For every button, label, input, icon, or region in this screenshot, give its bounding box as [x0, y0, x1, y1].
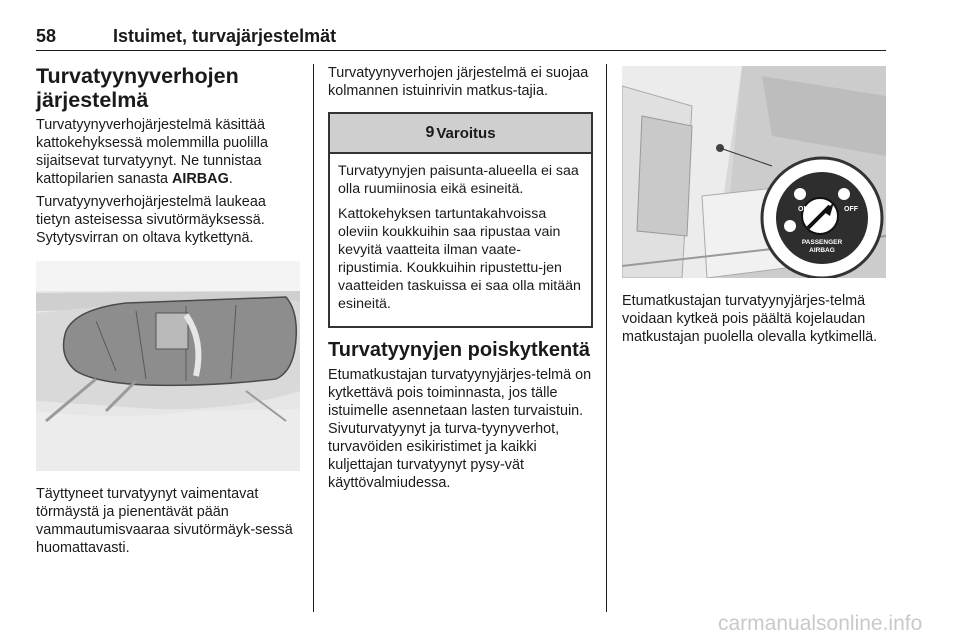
- airbag-label: AIRBAG: [172, 171, 229, 187]
- airbag-switch-illustration: [622, 66, 886, 278]
- figure-curtain-airbag: [36, 261, 300, 471]
- figure-airbag-switch: [622, 66, 886, 278]
- paragraph-third-row: Turvatyynyverhojen järjestelmä ei suojaa kolmannen istuinrivin matkus‐tajia.: [328, 65, 589, 99]
- column-divider-2: [606, 64, 607, 612]
- curtain-airbag-illustration: [36, 261, 300, 471]
- paragraph-curtain-deploy: Turvatyynyverhojärjestelmä laukeaa tietyn asteisessa sivutörmäyksessä. Sytytysvirran on oltava kytkettynä.: [36, 194, 266, 246]
- warning-paragraph-1: Turvatyynyjen paisunta-alueella ei saa olla ruumiinosia eikä esineitä.: [338, 163, 579, 197]
- warning-paragraph-2: Kattokehyksen tartuntakahvoissa oleviin koukkuihin saa ripustaa vain kevyitä vaatteita ilman vaate‐ripustimia. Koukkuihin ripustettu‐jen vaatteiden taskuissa ei saa olla mitään esineitä.: [338, 206, 581, 312]
- page-header: [36, 22, 886, 51]
- warning-box: [328, 112, 593, 328]
- warning-icon: 9: [425, 124, 435, 141]
- page-number: 58: [36, 26, 57, 46]
- column-3: [622, 64, 886, 351]
- section-heading-deactivation: Turvatyynyjen poiskytkentä: [328, 339, 590, 361]
- section-heading-curtain-airbags: Turvatyynyverhojen järjestelmä: [36, 64, 239, 112]
- paragraph-end: .: [228, 171, 233, 187]
- watermark-text: carmanualsonline.info: [718, 612, 923, 635]
- switch-label-passenger: PASSENGER: [801, 239, 843, 246]
- switch-label-on: ON: [798, 206, 809, 213]
- column-1: [36, 64, 300, 562]
- warning-header: [330, 114, 591, 154]
- switch-label-airbag: AIRBAG: [809, 247, 835, 254]
- figure-caption-curtain: Täyttyneet turvatyynyt vaimentavat törmäystä ja pienentävät pään vammautumisvaaraa sivutörmäyk‐sessä huomattavasti.: [36, 486, 293, 556]
- column-divider-1: [313, 64, 314, 612]
- figure-caption-switch: Etumatkustajan turvatyynyjärjes‐telmä voidaan kytkeä pois päältä kojelaudan matkustajan puolella olevalla kytkimellä.: [622, 293, 878, 345]
- warning-body: [330, 154, 591, 326]
- paragraph-curtain-intro: [36, 116, 300, 188]
- switch-label-off: OFF: [844, 206, 858, 213]
- warning-title: Varoitus: [436, 124, 496, 142]
- paragraph-deactivation: Etumatkustajan turvatyynyjärjes‐telmä on kytkettävä pois toiminnasta, jos tälle istuimelle asennetaan lasten turvaistuin. Sivuturvatyynyt ja turva‐tyynyverhot, turvavöiden esikiristimet ja kaikki kuljettajan turvatyynyt pysy‐vät käyttövalmiudessa.: [328, 367, 592, 491]
- column-2: [328, 64, 593, 497]
- paragraph-text: Turvatyynyverhojärjestelmä käsittää kattokehyksessä molemmilla puolilla sijaitsevat turvatyynyt. Ne tunnistaa kattopilarien sanasta: [36, 117, 268, 187]
- chapter-title: Istuimet, turvajärjestelmät: [113, 26, 337, 46]
